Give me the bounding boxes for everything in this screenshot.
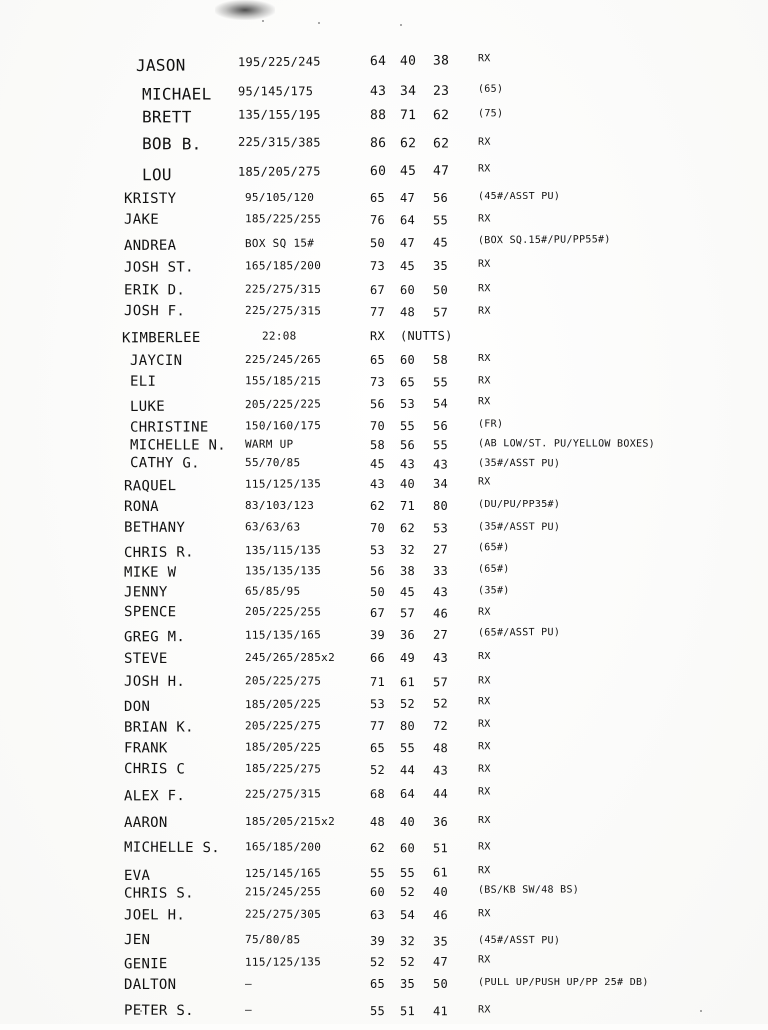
athlete-name: BOB B. [141, 134, 202, 154]
weights-text: 185/205/215x2 [245, 815, 335, 828]
weights-text: 185/225/255 [244, 212, 322, 226]
scaling-note: RX [478, 213, 491, 225]
score-round-3: 23 [432, 83, 450, 99]
scaling-note: RX [478, 675, 491, 687]
score-round-1: 39 [369, 933, 386, 949]
athlete-name: MIKE W [123, 564, 177, 581]
score-round-1: 43 [369, 83, 387, 100]
score-round-3: 54 [432, 396, 449, 411]
score-round-1: 71 [369, 674, 386, 690]
score-round-1: 67 [369, 282, 386, 298]
score-round-2: 60 [400, 353, 416, 367]
scaling-note: (BS/KB SW/48 BS) [477, 884, 580, 896]
athlete-name: ERIK D. [123, 282, 186, 299]
score-round-1: 45 [369, 456, 386, 472]
score-round-3: 41 [432, 1004, 449, 1019]
score-row [0, 977, 768, 1001]
score-round-3: 35 [432, 258, 449, 273]
scaling-note: RX [478, 841, 491, 853]
score-row [0, 884, 768, 910]
score-round-3: 43 [433, 651, 449, 665]
score-round-2: 62 [399, 521, 416, 536]
athlete-name: CHRIS S. [123, 885, 194, 902]
score-round-2: 38 [399, 563, 416, 578]
score-round-2: (NUTTS) [399, 328, 453, 343]
score-round-2: 71 [399, 108, 417, 124]
score-round-1: 86 [369, 135, 387, 152]
weights-text: 225/315/385 [237, 134, 321, 150]
athlete-name: JOSH F. [123, 302, 186, 320]
score-round-1: 65 [369, 740, 386, 756]
weights-text: 205/225/225 [244, 397, 322, 412]
score-round-2: 43 [399, 457, 416, 472]
athlete-name: GENIE [123, 956, 168, 973]
weights-text: 115/125/135 [244, 477, 322, 491]
athlete-name: JEN [123, 931, 151, 949]
score-row [0, 785, 768, 813]
weights-text: 225/275/315 [244, 282, 322, 296]
athlete-name: FRANK [123, 740, 168, 757]
athlete-name: GREG M. [123, 629, 186, 646]
scaling-note: (65#/ASST PU) [477, 627, 561, 639]
score-round-2: 44 [399, 763, 416, 778]
score-round-3: 62 [432, 136, 450, 152]
weights-text: 225/245/265 [245, 353, 322, 366]
weights-text: 225/275/315 [244, 303, 322, 318]
score-round-3: 57 [432, 675, 449, 690]
athlete-name: JOEL H. [123, 907, 186, 924]
athlete-name: PETER S. [123, 1002, 194, 1020]
weights-text: 95/145/175 [237, 84, 314, 99]
score-round-2: 55 [399, 741, 416, 756]
weights-text: 55/70/85 [244, 455, 301, 470]
athlete-name: LUKE [129, 398, 165, 415]
score-round-1: 53 [369, 696, 386, 712]
score-round-3: 50 [432, 283, 449, 298]
score-round-1: 55 [369, 1003, 386, 1019]
score-round-1: 73 [369, 258, 386, 274]
score-round-1: 39 [369, 627, 386, 643]
score-row [0, 839, 768, 867]
athlete-name: CHRIS C [123, 760, 186, 778]
scaling-note: RX [477, 163, 491, 175]
score-round-2: 35 [400, 977, 416, 991]
weights-text: 225/275/305 [244, 907, 322, 921]
score-round-1: 52 [369, 762, 386, 778]
scaling-note: (BOX SQ.15#/PU/PP55#) [477, 234, 611, 247]
athlete-name: CHRISTINE [129, 419, 209, 436]
weights-text: 115/135/165 [244, 628, 322, 642]
scaling-note: RX [477, 954, 491, 966]
scaling-note: RX [477, 476, 491, 488]
score-round-1: 50 [369, 584, 386, 600]
athlete-name: RAQUEL [123, 478, 177, 495]
scaling-note: RX [477, 786, 491, 798]
score-round-3: 36 [433, 815, 449, 829]
weights-text: — [244, 1003, 253, 1017]
ink-speck [400, 24, 402, 26]
athlete-name: JENNY [123, 584, 168, 601]
athlete-name: MICHAEL [141, 84, 212, 104]
score-round-2: 56 [399, 438, 416, 453]
weights-text: 195/225/245 [237, 54, 321, 70]
score-round-3: 55 [432, 438, 449, 453]
weights-text: 115/125/135 [244, 955, 322, 969]
score-round-2: 34 [399, 83, 417, 99]
score-round-3: 27 [432, 627, 449, 642]
scaling-note: (DU/PU/PP35#) [478, 499, 561, 510]
athlete-name: KRISTY [124, 191, 177, 207]
weights-text: 150/160/175 [244, 419, 322, 433]
score-round-2: 45 [399, 258, 416, 273]
score-row [0, 83, 768, 109]
score-round-2: 54 [399, 908, 416, 923]
athlete-name: BETHANY [123, 519, 186, 536]
score-round-1: 63 [369, 907, 386, 923]
scaling-note: RX [478, 815, 491, 826]
score-round-1: 65 [370, 191, 386, 205]
score-round-1: 65 [370, 353, 386, 367]
score-round-1: 66 [370, 651, 386, 665]
score-round-1: 58 [369, 437, 386, 453]
athlete-name: CHRIS R. [123, 544, 194, 562]
score-round-3: 47 [432, 954, 449, 969]
weights-text: 225/275/315 [244, 787, 322, 801]
weights-text: 185/225/275 [244, 761, 322, 776]
scaling-note: (45#/ASST PU) [478, 191, 561, 202]
weights-text: 135/135/135 [244, 564, 322, 578]
score-round-3: 58 [433, 353, 449, 367]
weights-text: 75/80/85 [244, 932, 301, 947]
score-round-2: 47 [399, 235, 416, 250]
weights-text: 205/225/255 [244, 604, 322, 619]
score-round-3: 61 [432, 865, 449, 880]
ink-speck [262, 20, 264, 22]
score-row [0, 162, 768, 190]
weights-text: 65/85/95 [244, 584, 301, 598]
score-round-1: 55 [369, 865, 386, 881]
score-round-2: 55 [399, 418, 416, 433]
scaling-note: RX [477, 396, 491, 408]
athlete-name: CATHY G. [129, 455, 200, 472]
scaling-note: (45#/ASST PU) [478, 934, 561, 947]
athlete-name: AARON [124, 815, 168, 831]
athlete-name: SPENCE [123, 603, 177, 621]
athlete-name: JASON [135, 55, 186, 75]
scaling-note: RX [478, 908, 491, 920]
score-round-1: 88 [369, 107, 387, 124]
scaling-note: RX [477, 865, 491, 877]
score-round-2: 64 [399, 786, 416, 801]
score-round-1: 62 [369, 840, 386, 856]
score-round-1: 70 [369, 418, 386, 434]
score-round-1: 77 [369, 718, 386, 734]
score-round-1: RX [369, 328, 386, 344]
scaling-note: (AB LOW/ST. PU/YELLOW BOXES) [478, 438, 656, 450]
scaling-note: RX [478, 763, 491, 775]
weights-text: 125/145/165 [244, 866, 322, 881]
score-round-3: 47 [432, 163, 450, 179]
score-round-3: 56 [433, 191, 449, 205]
score-round-3: 34 [432, 476, 449, 491]
score-round-2: 45 [399, 163, 417, 179]
weights-text: 165/185/200 [244, 259, 322, 273]
athlete-name: RONA [124, 499, 159, 515]
scaling-note: (65#) [477, 542, 510, 554]
athlete-name: DALTON [124, 977, 177, 993]
score-round-1: 73 [369, 374, 386, 390]
score-round-1: 68 [369, 786, 386, 802]
athlete-name: BRIAN K. [123, 719, 194, 736]
weights-text: 155/185/215 [244, 374, 322, 388]
score-round-3: 38 [432, 53, 450, 69]
score-round-2: 71 [400, 499, 416, 513]
athlete-name: JOSH ST. [123, 259, 194, 276]
athlete-name: LOU [141, 165, 172, 185]
score-round-3: 51 [432, 841, 449, 856]
ink-smudge [215, 0, 275, 20]
scaling-note: RX [478, 741, 491, 753]
athlete-name: BRETT [141, 107, 192, 127]
score-row [0, 626, 768, 654]
weights-text: 135/155/195 [237, 107, 321, 122]
weights-text: 185/205/225 [244, 740, 322, 754]
athlete-name: MICHELLE N. [129, 437, 227, 454]
athlete-name: JAKE [123, 211, 159, 228]
score-round-2: 52 [399, 954, 416, 969]
score-round-2: 62 [399, 136, 417, 152]
score-round-2: 60 [399, 841, 416, 856]
weights-text: — [245, 977, 252, 990]
score-round-3: 27 [432, 542, 449, 557]
score-round-2: 32 [399, 542, 416, 557]
score-round-3: 72 [432, 718, 449, 733]
scaling-note: RX [477, 696, 491, 708]
score-round-3: 43 [432, 457, 449, 472]
score-round-3: 44 [432, 786, 449, 801]
athlete-name: JAYCIN [130, 353, 183, 369]
score-round-3: 46 [432, 908, 449, 923]
scaling-note: RX [477, 53, 491, 65]
score-round-1: 60 [369, 163, 387, 180]
score-round-3: 57 [432, 305, 449, 320]
score-round-3: 52 [432, 696, 449, 711]
score-round-1: 70 [369, 520, 386, 536]
score-round-3: 45 [432, 235, 449, 250]
scaling-note: RX [478, 283, 491, 295]
score-round-1: 50 [369, 235, 386, 251]
score-round-1: 56 [369, 563, 386, 579]
scaling-note: (35#/ASST PU) [478, 521, 561, 533]
score-row [0, 1002, 768, 1030]
weights-text: 215/245/255 [244, 885, 322, 899]
score-round-2: 64 [399, 213, 416, 228]
ink-speck [318, 22, 320, 24]
scaling-note: RX [478, 136, 491, 148]
weights-text: BOX SQ 15# [244, 236, 315, 251]
score-row [0, 107, 768, 133]
scaling-note: RX [478, 305, 491, 317]
athlete-name: MICHELLE S. [123, 839, 221, 857]
score-round-3: 48 [432, 741, 449, 756]
weights-text: 165/185/200 [244, 840, 322, 854]
score-round-3: 55 [432, 213, 449, 228]
weights-text: 83/103/123 [245, 499, 315, 512]
score-round-2: 80 [399, 718, 416, 733]
score-round-2: 65 [399, 375, 416, 390]
score-round-2: 48 [399, 305, 416, 320]
scaling-note: (35#) [478, 585, 510, 597]
score-round-1: 67 [369, 605, 386, 621]
scaling-note: (FR) [477, 418, 504, 430]
score-round-1: 60 [369, 884, 386, 900]
score-round-2: 36 [399, 627, 416, 642]
score-round-2: 51 [399, 1004, 416, 1019]
athlete-name: JOSH H. [123, 673, 186, 690]
scaling-note: RX [477, 718, 491, 730]
score-round-2: 52 [399, 884, 416, 899]
athlete-name: ANDREA [123, 237, 177, 255]
weights-text: 245/265/285x2 [245, 651, 335, 664]
score-round-2: 57 [399, 606, 416, 621]
scaling-note: RX [478, 1004, 491, 1016]
scaling-note: (65#) [477, 563, 510, 575]
score-round-2: 60 [399, 283, 416, 298]
athlete-name: DON [123, 698, 151, 716]
weights-text: 63/63/63 [244, 520, 301, 534]
score-round-2: 40 [399, 53, 417, 69]
weights-text: WARM UP [244, 437, 294, 451]
score-round-3: 33 [432, 563, 449, 578]
score-round-2: 40 [400, 815, 416, 829]
score-round-2: 55 [399, 865, 416, 880]
score-round-2: 32 [399, 934, 416, 949]
score-round-3: 40 [432, 884, 449, 899]
score-row [0, 907, 768, 933]
score-round-2: 40 [399, 476, 416, 491]
score-round-2: 49 [400, 651, 416, 665]
score-round-1: 64 [369, 53, 387, 70]
athlete-name: STEVE [124, 651, 168, 667]
score-round-1: 77 [369, 304, 386, 320]
scaling-note: RX [478, 375, 491, 387]
score-row [0, 651, 768, 675]
scaling-note: (35#/ASST PU) [478, 457, 561, 470]
score-round-1: 56 [369, 396, 386, 412]
weights-text: 95/105/120 [245, 191, 315, 204]
athlete-name: ALEX F. [123, 788, 186, 805]
weights-text: 135/115/135 [244, 543, 322, 558]
score-round-1: 76 [369, 212, 386, 228]
athlete-name: KIMBERLEE [121, 329, 201, 347]
score-round-3: 35 [432, 934, 449, 949]
score-round-3: 62 [432, 108, 450, 124]
score-round-3: 80 [433, 499, 449, 513]
score-round-3: 43 [432, 763, 449, 778]
athlete-name: EVA [123, 867, 151, 885]
scaling-note: (65) [477, 83, 504, 95]
score-round-3: 43 [432, 585, 449, 600]
score-round-3: 53 [432, 521, 449, 536]
score-round-1: 52 [369, 954, 386, 970]
weights-text: 205/225/275 [244, 719, 322, 733]
score-row [0, 258, 768, 284]
score-round-3: 50 [433, 977, 449, 991]
score-round-2: 52 [399, 696, 416, 711]
scaling-note: RX [478, 353, 491, 364]
score-round-3: 46 [432, 606, 449, 621]
scaling-note: RX [477, 258, 491, 270]
scaling-note: RX [478, 606, 491, 618]
scaling-note: (PULL UP/PUSH UP/PP 25# DB) [478, 977, 649, 988]
score-round-1: 65 [370, 977, 386, 991]
score-round-2: 61 [399, 675, 416, 690]
score-round-1: 48 [370, 815, 386, 829]
score-round-3: 56 [432, 418, 449, 433]
scaling-note: (75) [478, 108, 504, 120]
score-round-2: 53 [399, 396, 416, 411]
athlete-name: ELI [129, 373, 157, 390]
score-round-1: 62 [370, 499, 386, 513]
scaling-note: RX [478, 651, 491, 662]
weights-text: 205/225/275 [244, 674, 322, 688]
score-round-1: 53 [369, 542, 386, 558]
score-round-1: 43 [369, 476, 386, 492]
weights-text: 185/205/275 [237, 164, 321, 179]
weights-text: 22:08 [261, 329, 297, 343]
score-row [0, 815, 768, 839]
weights-text: 185/205/225 [244, 697, 322, 712]
score-row [0, 327, 768, 355]
score-round-2: 45 [399, 585, 416, 600]
score-round-2: 47 [400, 191, 416, 205]
score-round-3: 55 [432, 375, 449, 390]
